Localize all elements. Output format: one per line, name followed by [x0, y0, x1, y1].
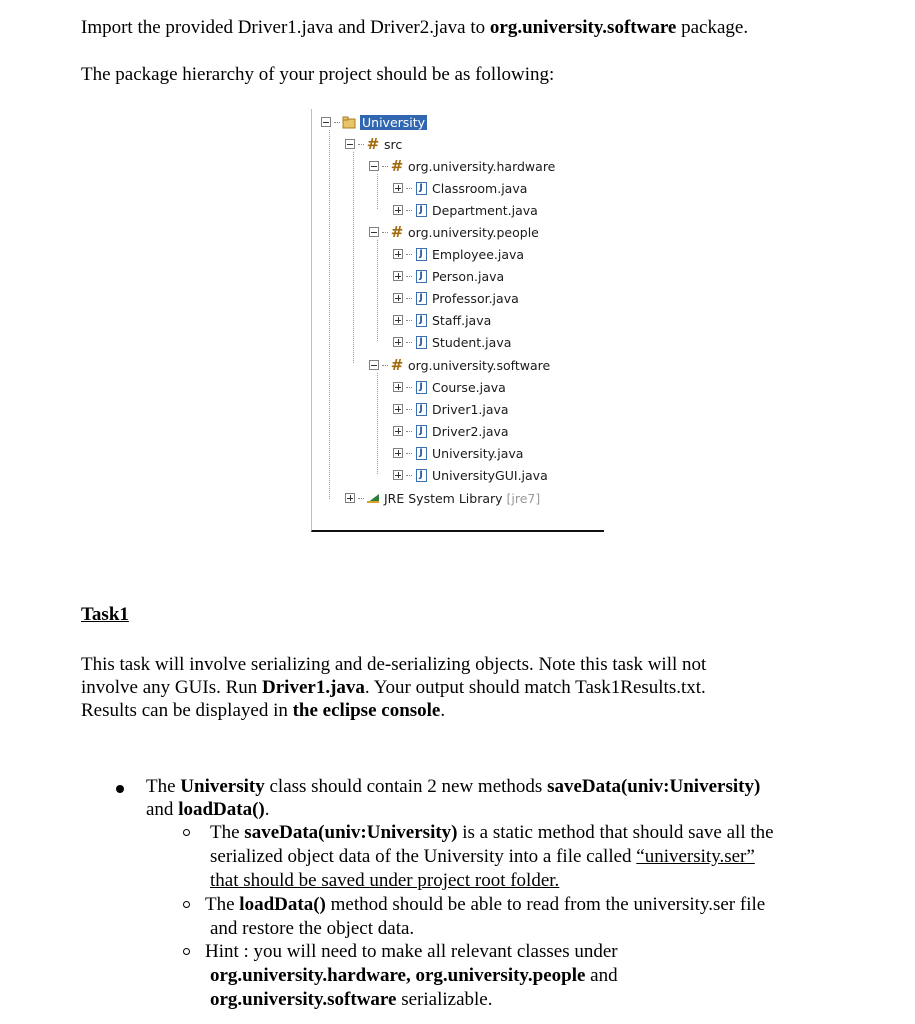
java-file-icon: J [416, 469, 427, 482]
library-label[interactable]: JRE System Library [384, 490, 503, 506]
method-name: saveData(univ:University) [244, 822, 458, 843]
task-heading: Task1 [81, 604, 129, 625]
package-label[interactable]: org.university.people [408, 224, 539, 240]
tree-file-node[interactable] [393, 178, 527, 198]
expand-icon[interactable] [393, 404, 403, 414]
bullet-text: is a static method that should save all the [457, 822, 774, 843]
tree-file-node[interactable] [393, 443, 523, 463]
sub-bullet-circle [183, 829, 190, 836]
package-icon: # [390, 223, 404, 241]
tree-file-node[interactable] [393, 399, 509, 419]
expand-icon[interactable] [393, 426, 403, 436]
sub-bullet-line [210, 989, 492, 1011]
tree-file-node[interactable] [393, 288, 519, 308]
collapse-icon[interactable] [345, 139, 355, 149]
src-label[interactable]: src [384, 136, 403, 152]
method-name: loadData() [178, 799, 265, 820]
java-file-icon: J [416, 336, 427, 349]
expand-icon[interactable] [393, 382, 403, 392]
java-file-icon: J [416, 248, 427, 261]
bullet-text: and [146, 799, 179, 820]
tree-file-node[interactable] [393, 377, 506, 397]
sub-bullet-circle [183, 901, 190, 908]
java-file-icon: J [416, 314, 427, 327]
bullet-text: serializable. [396, 989, 493, 1010]
source-folder-icon: # [366, 135, 380, 153]
bullet-line [146, 799, 270, 821]
intro-text: package. [676, 17, 749, 38]
collapse-icon[interactable] [369, 161, 379, 171]
task-paragraph-line: This task will involve serializing and de-serializing objects. Note this task will not [81, 654, 707, 675]
filename-link: “university.ser” [636, 846, 755, 867]
tree-file-node[interactable] [393, 421, 509, 441]
method-name: saveData(univ:University) [547, 776, 761, 797]
file-label[interactable]: Staff.java [432, 312, 492, 328]
sub-bullet-line [210, 822, 774, 844]
file-label[interactable]: Professor.java [432, 290, 519, 306]
sub-bullet-line [205, 894, 765, 916]
tree-file-node[interactable] [393, 200, 538, 220]
task-paragraph-line [81, 677, 706, 699]
expand-icon[interactable] [393, 315, 403, 325]
expand-icon[interactable] [393, 183, 403, 193]
sub-bullet-line: and restore the object data. [210, 918, 415, 939]
bullet-text: The [205, 894, 240, 915]
file-label[interactable]: Person.java [432, 268, 505, 284]
java-file-icon: J [416, 270, 427, 283]
tree-project-node[interactable] [321, 112, 427, 132]
tree-package-node[interactable] [369, 156, 555, 176]
tree-src-node[interactable] [345, 134, 402, 154]
bullet-text: The [210, 822, 245, 843]
bullet-text: The [146, 776, 181, 797]
tree-file-node[interactable] [393, 310, 491, 330]
java-main-file-icon: J [416, 403, 427, 416]
java-file-icon: J [416, 447, 427, 460]
expand-icon[interactable] [393, 293, 403, 303]
bullet-text: . [264, 799, 270, 820]
tree-file-node[interactable] [393, 244, 524, 264]
collapse-icon[interactable] [321, 117, 331, 127]
tree-file-node[interactable] [393, 465, 548, 485]
tree-package-node[interactable] [369, 222, 539, 242]
file-label[interactable]: Employee.java [432, 246, 525, 262]
bullet-line [146, 776, 760, 798]
expand-icon[interactable] [393, 337, 403, 347]
collapse-icon[interactable] [369, 360, 379, 370]
file-label[interactable]: Driver2.java [432, 423, 509, 439]
package-name: org.university.software [489, 17, 677, 38]
sub-bullet-line: that should be saved under project root folder. [210, 870, 560, 891]
bullet-text: method should be able to read from the university.ser file [325, 894, 766, 915]
class-name: University [180, 776, 265, 797]
bullet-text: class should contain 2 new methods [264, 776, 548, 797]
expand-icon[interactable] [393, 448, 403, 458]
package-explorer-tree [311, 109, 604, 532]
file-label[interactable]: Classroom.java [432, 180, 528, 196]
file-label[interactable]: Department.java [432, 202, 538, 218]
task-text: . Your output should match Task1Results.txt. [364, 677, 706, 698]
package-name: org.university.software [210, 989, 397, 1010]
expand-icon[interactable] [393, 271, 403, 281]
file-label[interactable]: Driver1.java [432, 401, 509, 417]
package-icon: # [390, 356, 404, 374]
method-name: loadData() [239, 894, 326, 915]
console-emphasis: the eclipse console [292, 700, 441, 721]
intro-text: Import the provided Driver1.java and Driver2.java to [81, 17, 490, 38]
package-label[interactable]: org.university.software [408, 357, 551, 373]
sub-bullet-line [210, 965, 618, 987]
library-version: [jre7] [506, 490, 541, 506]
tree-package-node[interactable] [369, 355, 550, 375]
java-file-icon: J [416, 204, 427, 217]
file-label[interactable]: UniversityGUI.java [432, 467, 548, 483]
intro-line-1 [81, 17, 748, 39]
project-folder-icon [342, 115, 356, 129]
expand-icon[interactable] [345, 493, 355, 503]
task-text: involve any GUIs. Run [81, 677, 263, 698]
task-text: Results can be displayed in [81, 700, 293, 721]
collapse-icon[interactable] [369, 227, 379, 237]
expand-icon[interactable] [393, 470, 403, 480]
java-file-icon: J [416, 292, 427, 305]
expand-icon[interactable] [393, 249, 403, 259]
intro-line-2: The package hierarchy of your project should be as following: [81, 64, 555, 85]
tree-file-node[interactable] [393, 266, 504, 286]
driver-filename: Driver1.java [262, 677, 365, 698]
file-label[interactable]: University.java [432, 445, 524, 461]
sub-bullet-line: Hint : you will need to make all relevant classes under [205, 941, 618, 962]
package-label[interactable]: org.university.hardware [408, 158, 556, 174]
tree-library-node[interactable] [345, 488, 540, 508]
java-main-file-icon: J [416, 425, 427, 438]
tree-file-node[interactable] [393, 332, 511, 352]
sub-bullet-circle [183, 948, 190, 955]
bullet-dot [116, 785, 124, 793]
library-icon [366, 491, 380, 505]
package-list: org.university.hardware, org.university.people [210, 965, 586, 986]
task-text: . [440, 700, 446, 721]
project-label[interactable]: University [362, 114, 426, 130]
bullet-text: serialized object data of the University into a file called [210, 846, 637, 867]
java-file-icon: J [416, 182, 427, 195]
file-label[interactable]: Student.java [432, 334, 512, 350]
expand-icon[interactable] [393, 205, 403, 215]
task-paragraph-line [81, 700, 445, 722]
java-file-icon: J [416, 381, 427, 394]
file-label[interactable]: Course.java [432, 379, 506, 395]
bullet-text: and [585, 965, 618, 986]
package-icon: # [390, 157, 404, 175]
sub-bullet-line [210, 846, 755, 868]
